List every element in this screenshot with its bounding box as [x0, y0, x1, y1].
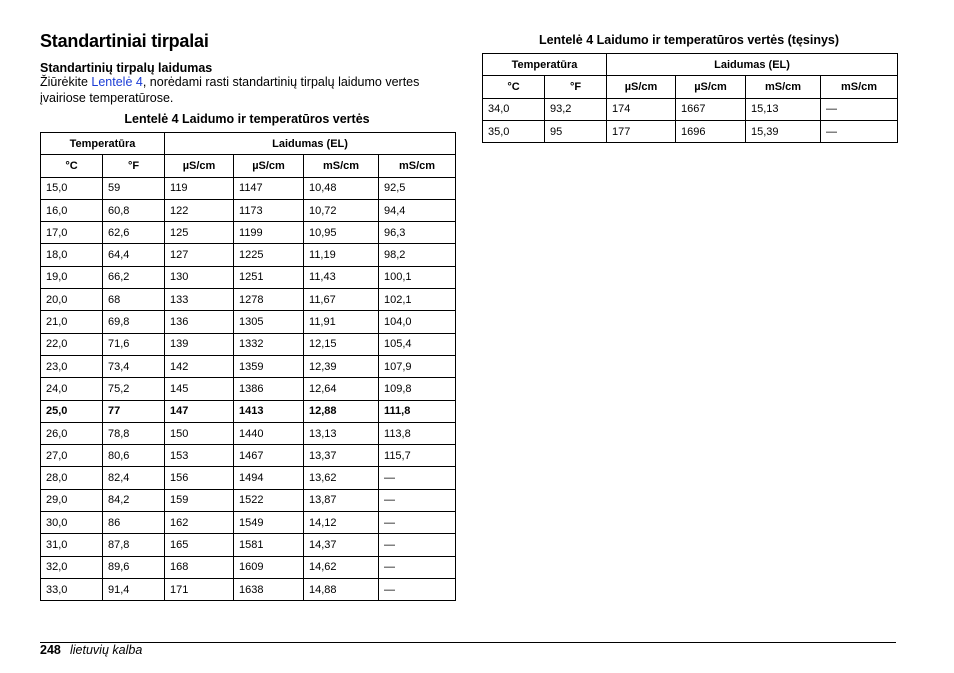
table-row — [41, 222, 456, 244]
table-cell: 60,8 — [103, 199, 165, 221]
conductivity-table-continued — [482, 53, 898, 143]
table-cell: 1581 — [234, 534, 304, 556]
header-unit-us-cm: µS/cm — [234, 155, 304, 177]
table-cell: 14,88 — [304, 578, 379, 600]
table-cell: 1667 — [676, 98, 746, 120]
table-cell: 11,91 — [304, 311, 379, 333]
table-cell: 1386 — [234, 378, 304, 400]
table-cell: 1305 — [234, 311, 304, 333]
table-cell: 91,4 — [103, 578, 165, 600]
table-row — [483, 120, 898, 142]
table-cell: — — [379, 534, 456, 556]
table-cell: 1609 — [234, 556, 304, 578]
table-cell: 14,12 — [304, 512, 379, 534]
table-cell: 69,8 — [103, 311, 165, 333]
header-unit-ms-cm: mS/cm — [821, 76, 898, 98]
table-cell: 28,0 — [41, 467, 103, 489]
table-cell: 17,0 — [41, 222, 103, 244]
header-unit-ms-cm: mS/cm — [746, 76, 821, 98]
table-row — [41, 556, 456, 578]
table-cell: 30,0 — [41, 512, 103, 534]
table-row — [41, 333, 456, 355]
header-unit-celsius: °C — [41, 155, 103, 177]
table-cell: 35,0 — [483, 120, 545, 142]
table-cell: 113,8 — [379, 422, 456, 444]
table-row — [41, 355, 456, 377]
conductivity-table — [40, 132, 456, 601]
table-row — [41, 289, 456, 311]
table-cell: 29,0 — [41, 489, 103, 511]
table-cell: — — [379, 578, 456, 600]
table-cell: 96,3 — [379, 222, 456, 244]
table-cell: 162 — [165, 512, 234, 534]
header-temperature: Temperatūra — [41, 133, 165, 155]
table-cell: 13,37 — [304, 445, 379, 467]
table-row — [41, 266, 456, 288]
table-cell: — — [821, 98, 898, 120]
table-caption-right: Lentelė 4 Laidumo ir temperatūros vertės (tęsinys) — [538, 33, 840, 47]
table-cell: 98,2 — [379, 244, 456, 266]
table-cell: 1173 — [234, 199, 304, 221]
table-cell: 177 — [607, 120, 676, 142]
table-cell: 1225 — [234, 244, 304, 266]
table-cell: 1440 — [234, 422, 304, 444]
table-cell: 105,4 — [379, 333, 456, 355]
header-unit-ms-cm: mS/cm — [304, 155, 379, 177]
table-cell: 32,0 — [41, 556, 103, 578]
table-cell: 13,87 — [304, 489, 379, 511]
table-cell: 75,2 — [103, 378, 165, 400]
table-cell: 77 — [103, 400, 165, 422]
table-cell: 156 — [165, 467, 234, 489]
table-cell: 1147 — [234, 177, 304, 199]
table-cell: 1549 — [234, 512, 304, 534]
table-cell: 109,8 — [379, 378, 456, 400]
table-cell: 80,6 — [103, 445, 165, 467]
unit-header-row — [41, 155, 456, 177]
table-reference-link[interactable]: Lentelė 4 — [91, 75, 143, 89]
table-body — [41, 177, 456, 601]
table-body — [483, 98, 898, 143]
table-cell: 122 — [165, 199, 234, 221]
page-title: Standartiniai tirpalai — [40, 31, 209, 51]
table-row — [41, 467, 456, 489]
table-cell: 125 — [165, 222, 234, 244]
table-cell: 111,8 — [379, 400, 456, 422]
table-row — [41, 578, 456, 600]
table-cell: 139 — [165, 333, 234, 355]
table-cell: 102,1 — [379, 289, 456, 311]
table-cell: 11,19 — [304, 244, 379, 266]
table-cell: 127 — [165, 244, 234, 266]
table-cell: 153 — [165, 445, 234, 467]
table-cell: 34,0 — [483, 98, 545, 120]
table-cell: 12,39 — [304, 355, 379, 377]
header-unit-celsius: °C — [483, 76, 545, 98]
table-cell: — — [379, 512, 456, 534]
table-row — [41, 177, 456, 199]
table-cell: 86 — [103, 512, 165, 534]
table-cell: 12,88 — [304, 400, 379, 422]
table-row — [41, 445, 456, 467]
table-cell: 71,6 — [103, 333, 165, 355]
table-cell: 147 — [165, 400, 234, 422]
table-cell: 59 — [103, 177, 165, 199]
table-cell: 100,1 — [379, 266, 456, 288]
table-row — [41, 400, 456, 422]
table-cell: 168 — [165, 556, 234, 578]
table-cell: 1638 — [234, 578, 304, 600]
table-cell: 1413 — [234, 400, 304, 422]
table-cell: — — [379, 467, 456, 489]
intro-text-before: Žiūrėkite — [40, 75, 92, 89]
table-cell: 10,48 — [304, 177, 379, 199]
table-cell: 84,2 — [103, 489, 165, 511]
table-cell: 27,0 — [41, 445, 103, 467]
table-cell: 12,15 — [304, 333, 379, 355]
table-cell: 14,62 — [304, 556, 379, 578]
header-unit-fahrenheit: °F — [545, 76, 607, 98]
table-cell: 11,43 — [304, 266, 379, 288]
table-row — [41, 422, 456, 444]
table-cell: 89,6 — [103, 556, 165, 578]
table-cell: 31,0 — [41, 534, 103, 556]
table-row — [41, 489, 456, 511]
table-cell: 92,5 — [379, 177, 456, 199]
table-cell: 150 — [165, 422, 234, 444]
table-cell: 1494 — [234, 467, 304, 489]
intro-paragraph — [40, 75, 450, 106]
table-cell: 26,0 — [41, 422, 103, 444]
table-cell: 115,7 — [379, 445, 456, 467]
table-cell: 68 — [103, 289, 165, 311]
table-cell: 14,37 — [304, 534, 379, 556]
table-cell: 73,4 — [103, 355, 165, 377]
table-cell: 1467 — [234, 445, 304, 467]
table-row — [41, 199, 456, 221]
table-cell: 22,0 — [41, 333, 103, 355]
table-cell: — — [379, 556, 456, 578]
table-cell: 21,0 — [41, 311, 103, 333]
table-cell: 136 — [165, 311, 234, 333]
header-temperature: Temperatūra — [483, 54, 607, 76]
table-cell: 19,0 — [41, 266, 103, 288]
table-cell: 25,0 — [41, 400, 103, 422]
table-row — [41, 311, 456, 333]
table-cell: 107,9 — [379, 355, 456, 377]
table-cell: 1199 — [234, 222, 304, 244]
table-cell: 119 — [165, 177, 234, 199]
footer-language: lietuvių kalba — [70, 643, 143, 657]
table-cell: — — [821, 120, 898, 142]
table-row — [41, 512, 456, 534]
table-cell: — — [379, 489, 456, 511]
table-cell: 16,0 — [41, 199, 103, 221]
table-cell: 18,0 — [41, 244, 103, 266]
table-cell: 13,62 — [304, 467, 379, 489]
table-cell: 24,0 — [41, 378, 103, 400]
header-conductivity: Laidumas (EL) — [165, 133, 456, 155]
table-row — [41, 534, 456, 556]
table-cell: 1251 — [234, 266, 304, 288]
table-cell: 15,13 — [746, 98, 821, 120]
table-cell: 1522 — [234, 489, 304, 511]
header-unit-fahrenheit: °F — [103, 155, 165, 177]
table-cell: 159 — [165, 489, 234, 511]
footer-divider — [40, 642, 896, 643]
table-cell: 11,67 — [304, 289, 379, 311]
table-cell: 87,8 — [103, 534, 165, 556]
intro-text-after: , norėdami rasti standartinių tirpalų laidumo vertes įvairiose temperatūrose. — [40, 75, 420, 105]
table-cell: 145 — [165, 378, 234, 400]
table-cell: 94,4 — [379, 199, 456, 221]
table-cell: 20,0 — [41, 289, 103, 311]
table-row — [41, 244, 456, 266]
table-cell: 23,0 — [41, 355, 103, 377]
table-cell: 13,13 — [304, 422, 379, 444]
table-cell: 133 — [165, 289, 234, 311]
table-cell: 174 — [607, 98, 676, 120]
table-cell: 1696 — [676, 120, 746, 142]
table-cell: 15,39 — [746, 120, 821, 142]
table-cell: 62,6 — [103, 222, 165, 244]
table-cell: 171 — [165, 578, 234, 600]
group-header-row — [41, 133, 456, 155]
table-cell: 165 — [165, 534, 234, 556]
table-row — [41, 378, 456, 400]
header-unit-us-cm: µS/cm — [165, 155, 234, 177]
table-cell: 33,0 — [41, 578, 103, 600]
table-cell: 15,0 — [41, 177, 103, 199]
header-unit-us-cm: µS/cm — [676, 76, 746, 98]
table-cell: 12,64 — [304, 378, 379, 400]
page-number: 248 — [40, 643, 61, 657]
table-cell: 66,2 — [103, 266, 165, 288]
table-cell: 10,95 — [304, 222, 379, 244]
table-cell: 93,2 — [545, 98, 607, 120]
table-cell: 82,4 — [103, 467, 165, 489]
table-cell: 1278 — [234, 289, 304, 311]
section-heading: Standartinių tirpalų laidumas — [40, 61, 213, 75]
table-cell: 1332 — [234, 333, 304, 355]
table-row — [483, 98, 898, 120]
table-cell: 64,4 — [103, 244, 165, 266]
table-cell: 78,8 — [103, 422, 165, 444]
table-caption-left: Lentelė 4 Laidumo ir temperatūros vertės — [124, 112, 370, 126]
table-cell: 10,72 — [304, 199, 379, 221]
header-unit-us-cm: µS/cm — [607, 76, 676, 98]
unit-header-row — [483, 76, 898, 98]
table-cell: 142 — [165, 355, 234, 377]
table-cell: 104,0 — [379, 311, 456, 333]
group-header-row — [483, 54, 898, 76]
table-cell: 130 — [165, 266, 234, 288]
table-cell: 95 — [545, 120, 607, 142]
table-cell: 1359 — [234, 355, 304, 377]
header-conductivity: Laidumas (EL) — [607, 54, 898, 76]
header-unit-ms-cm: mS/cm — [379, 155, 456, 177]
